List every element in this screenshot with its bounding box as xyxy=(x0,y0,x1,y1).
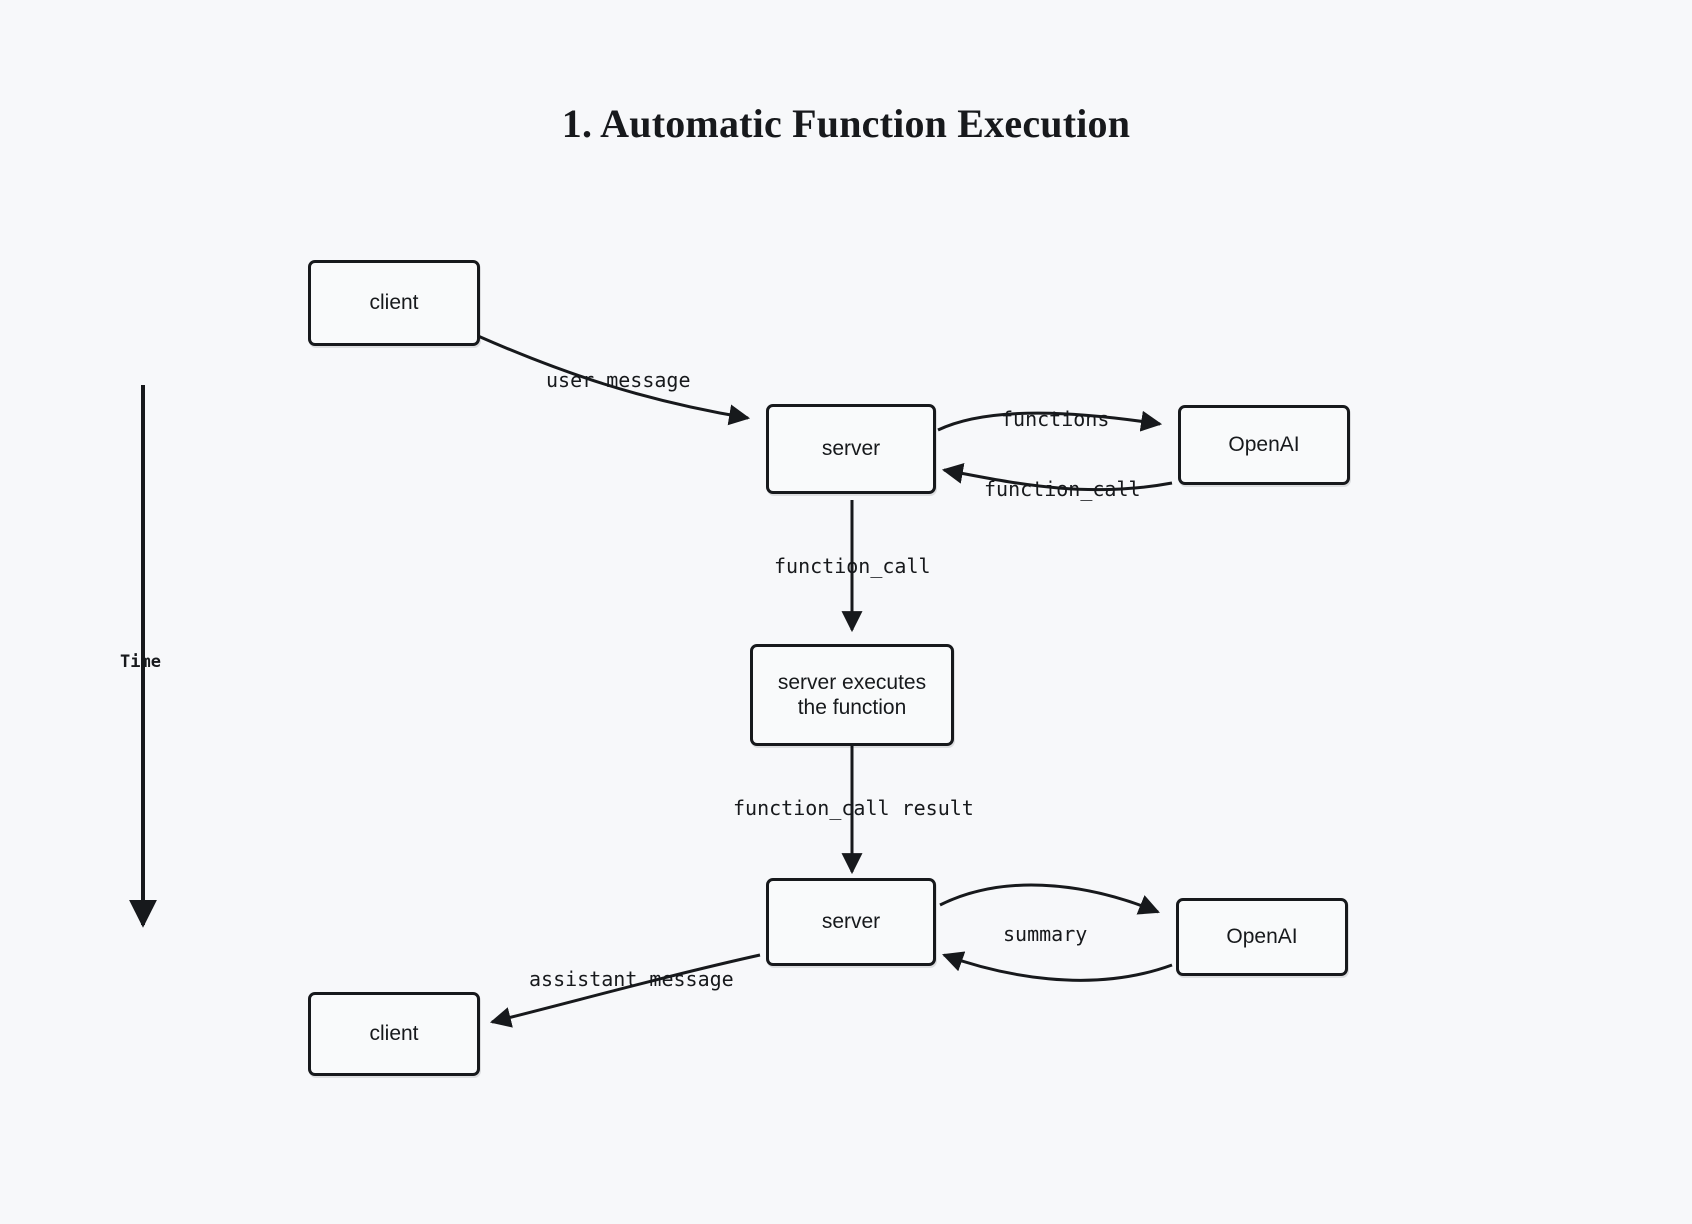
edge-label-user-message: user message xyxy=(546,368,691,392)
node-server-top-label: server xyxy=(821,437,881,461)
node-execute-label-line2: the function xyxy=(797,696,907,719)
node-server-executes-function[interactable] xyxy=(750,644,954,746)
node-openai-top[interactable] xyxy=(1178,405,1350,485)
edge-summary xyxy=(944,955,1172,980)
edge-label-function-call-return: function_call xyxy=(984,477,1141,501)
node-server-top[interactable] xyxy=(766,404,936,494)
edge-summary-request xyxy=(940,885,1158,912)
edge-label-function-call-result: function_call result xyxy=(733,796,974,820)
edge-label-functions: functions xyxy=(1001,407,1110,431)
node-server-bottom-label: server xyxy=(821,910,881,934)
time-axis-label: Time xyxy=(120,652,161,672)
node-openai-bottom-label: OpenAI xyxy=(1226,925,1298,949)
page-title: 1. Automatic Function Execution xyxy=(561,101,1131,146)
node-client-bottom-label: client xyxy=(369,1022,419,1046)
node-client-bottom[interactable] xyxy=(308,992,480,1076)
edge-label-assistant-message: assistant message xyxy=(529,967,734,991)
edge-label-summary: summary xyxy=(1003,922,1088,946)
node-execute-label-line1: server executes xyxy=(777,670,927,694)
node-openai-top-label: OpenAI xyxy=(1228,433,1300,457)
edge-label-function-call-down: function_call xyxy=(774,554,931,578)
node-openai-bottom[interactable] xyxy=(1176,898,1348,976)
node-server-bottom[interactable] xyxy=(766,878,936,966)
node-client-top[interactable] xyxy=(308,260,480,346)
node-client-top-label: client xyxy=(369,291,419,315)
